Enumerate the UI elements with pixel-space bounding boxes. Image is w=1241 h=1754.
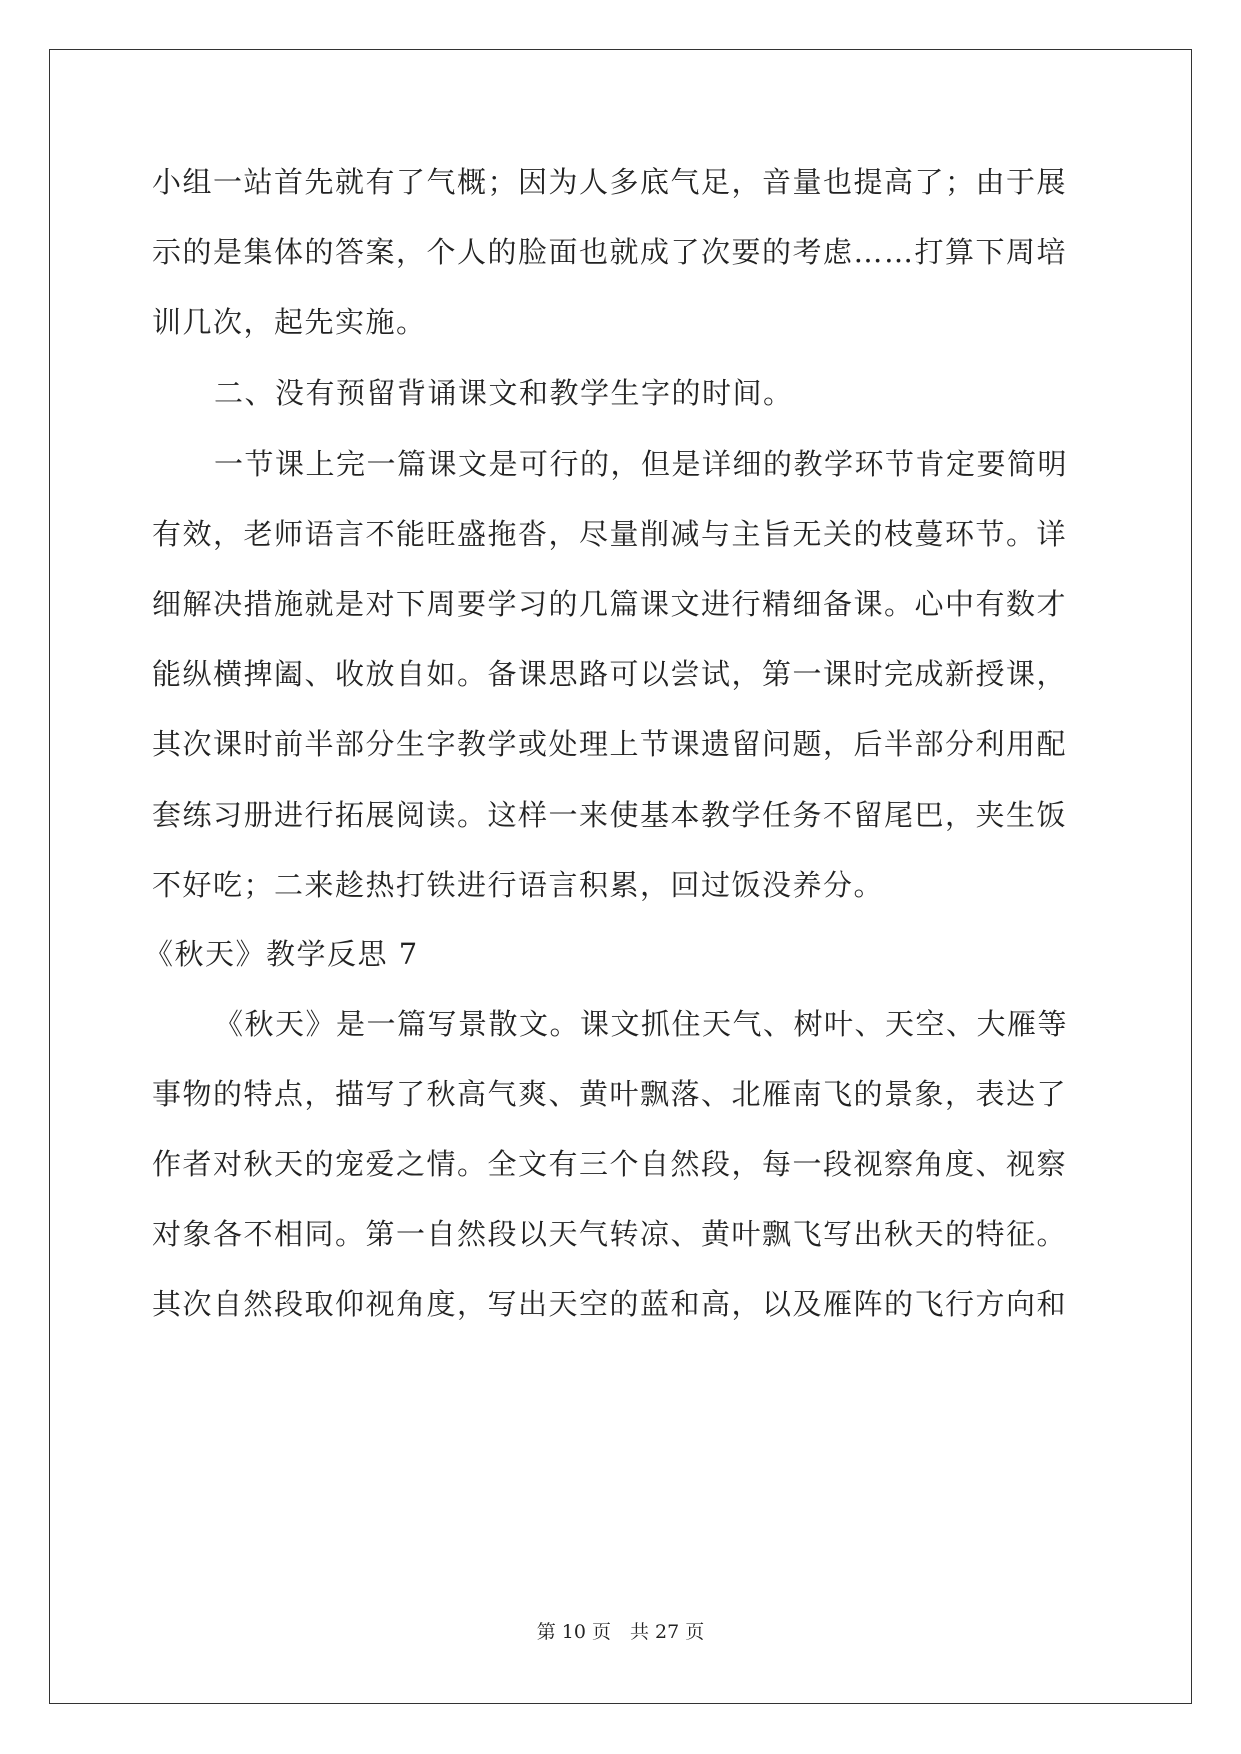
article-title: 《秋天》教学反思 7 (144, 937, 419, 971)
text-line: 小组一站首先就有了气概；因为人多底气足，音量也提高了；由于展 (152, 165, 1068, 199)
text-line: 套练习册进行拓展阅读。这样一来使基本教学任务不留尾巴，夹生饭 (152, 798, 1068, 832)
text-line: 其次课时前半部分生字教学或处理上节课遗留问题，后半部分利用配 (152, 727, 1068, 761)
text-line: 训几次，起先实施。 (152, 305, 427, 339)
text-line: 能纵横捭阖、收放自如。备课思路可以尝试，第一课时完成新授课， (152, 657, 1068, 691)
text-line: 作者对秋天的宠爱之情。全文有三个自然段，每一段视察角度、视察 (152, 1147, 1068, 1181)
page-number: 第 10 页 共 27 页 (536, 1621, 705, 1643)
text-line: 对象各不相同。第一自然段以天气转凉、黄叶飘飞写出秋天的特征。 (152, 1217, 1068, 1251)
text-line: 有效，老师语言不能旺盛拖沓，尽量削减与主旨无关的枝蔓环节。详 (152, 517, 1068, 551)
text-line: 事物的特点，描写了秋高气爽、黄叶飘落、北雁南飞的景象，表达了 (152, 1077, 1068, 1111)
text-line: 《秋天》是一篇写景散文。课文抓住天气、树叶、天空、大雁等 (214, 1007, 1069, 1041)
text-line: 不好吃；二来趁热打铁进行语言积累，回过饭没养分。 (152, 868, 885, 902)
page-footer (0, 1620, 1241, 1644)
text-line: 一节课上完一篇课文是可行的，但是详细的教学环节肯定要简明 (214, 447, 1069, 481)
text-line: 其次自然段取仰视角度，写出天空的蓝和高，以及雁阵的飞行方向和 (152, 1287, 1068, 1321)
text-line: 细解决措施就是对下周要学习的几篇课文进行精细备课。心中有数才 (152, 587, 1068, 621)
section-heading: 二、没有预留背诵课文和教学生字的时间。 (214, 376, 794, 410)
text-line: 示的是集体的答案，个人的脸面也就成了次要的考虑……打算下周培 (152, 235, 1068, 269)
